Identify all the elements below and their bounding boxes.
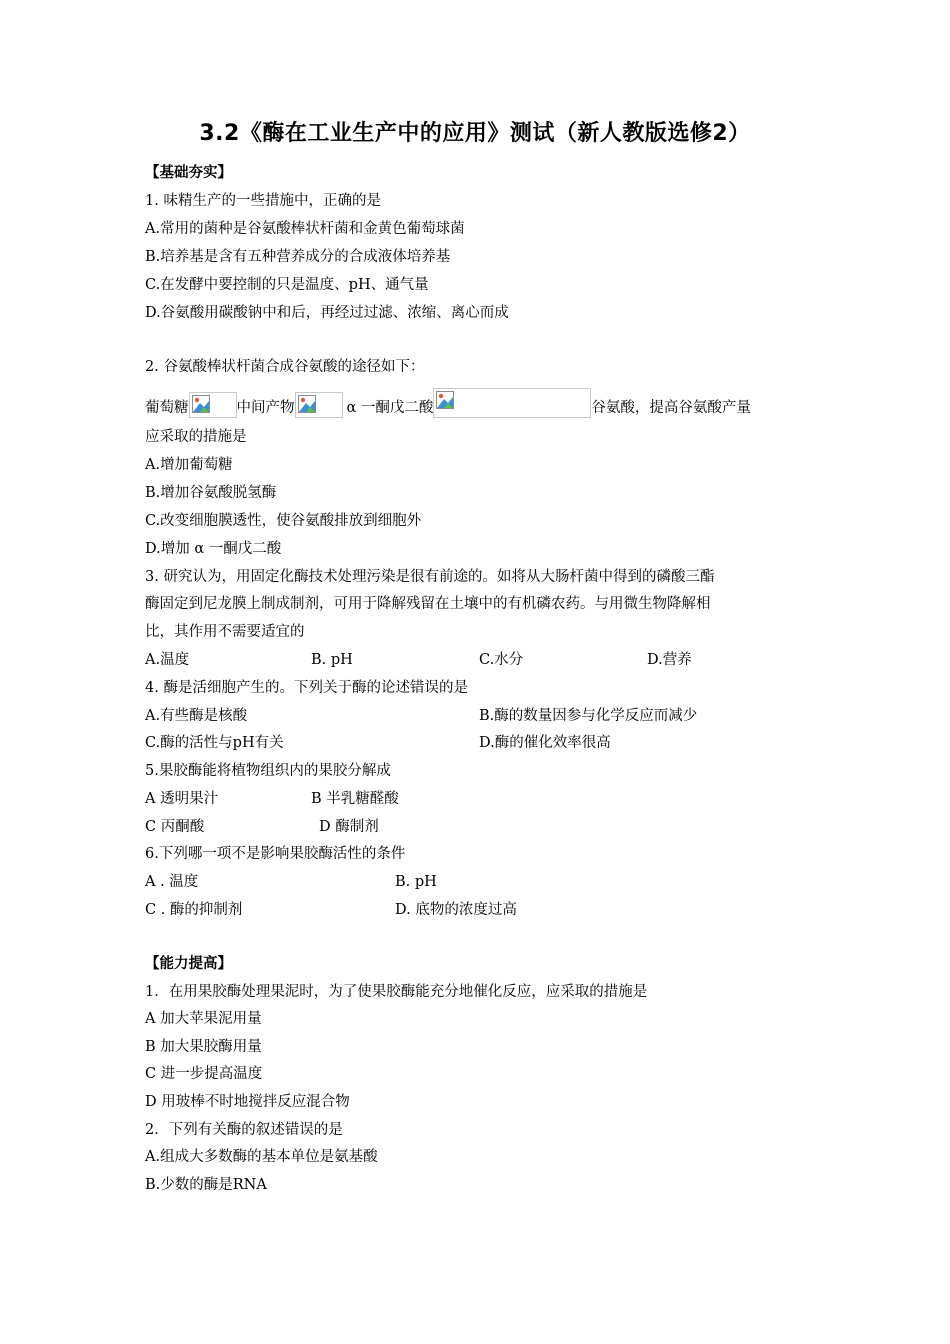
q6-option-b: B. pH [395, 874, 437, 890]
q1-option-b: B.培养基是含有五种营养成分的合成液体培养基 [145, 249, 451, 265]
q3-stem-line2: 酶固定到尼龙膜上制成制剂，可用于降解残留在土壤中的有机磷农药。与用微生物降解相 [145, 596, 711, 612]
q2-option-c: C.改变细胞膜透性，使谷氨酸排放到细胞外 [145, 513, 422, 529]
q1-option-c: C.在发酵中要控制的只是温度、pH、通气量 [145, 277, 429, 293]
page-title: 3.2《酶在工业生产中的应用》测试（新人教版选修2） [199, 121, 751, 146]
q4-option-d: D.酶的催化效率很高 [479, 735, 611, 751]
q5-option-a: A 透明果汁 [145, 791, 219, 807]
pathway-step-ketoglutarate: α 一酮戊二酸 [346, 400, 434, 416]
p2-stem: 2．下列有关酶的叙述错误的是 [145, 1122, 343, 1138]
q1-option-d: D.谷氨酸用碳酸钠中和后，再经过过滤、浓缩、离心而成 [145, 305, 509, 321]
q2-pathway [145, 386, 751, 420]
q6-option-a: A . 温度 [145, 874, 199, 890]
q3-option-a: A.温度 [145, 652, 190, 668]
p2-option-b: B.少数的酶是RNA [145, 1177, 267, 1193]
q4-option-b: B.酶的数量因参与化学反应而减少 [479, 708, 698, 724]
p1-option-a: A 加大苹果泥用量 [145, 1011, 262, 1027]
q6-option-d: D. 底物的浓度过高 [395, 902, 517, 918]
q2-stem-continued: 应采取的措施是 [145, 429, 247, 445]
q4-stem: 4. 酶是活细胞产生的。下列关于酶的论述错误的是 [145, 680, 468, 696]
q5-option-c: C 丙酮酸 [145, 819, 205, 835]
pathway-step-glutamate: 谷氨酸，提高谷氨酸产量 [591, 400, 751, 416]
q3-option-c: C.水分 [479, 652, 524, 668]
q2-option-d: D.增加 α 一酮戊二酸 [145, 541, 282, 557]
q4-option-c: C.酶的活性与pH有关 [145, 735, 284, 751]
q3-option-b: B. pH [311, 652, 353, 668]
q2-option-a: A.增加葡萄糖 [145, 457, 233, 473]
p1-option-d: D 用玻棒不时地搅拌反应混合物 [145, 1094, 350, 1110]
q6-stem: 6.下列哪一项不是影响果胶酶活性的条件 [145, 846, 406, 862]
q5-stem: 5.果胶酶能将植物组织内的果胶分解成 [145, 763, 391, 779]
pathway-step-glucose: 葡萄糖 [145, 400, 189, 416]
broken-image-icon [189, 392, 237, 418]
p1-option-c: C 进一步提高温度 [145, 1066, 263, 1082]
q2-option-b: B.增加谷氨酸脱氢酶 [145, 485, 277, 501]
q6-option-c: C . 酶的抑制剂 [145, 902, 243, 918]
section-heading-advanced: 【能力提高】 [145, 956, 232, 972]
broken-image-icon [295, 392, 343, 418]
q3-stem-line3: 比，其作用不需要适宜的 [145, 624, 305, 640]
p1-option-b: B 加大果胶酶用量 [145, 1039, 262, 1055]
q3-option-d: D.营养 [647, 652, 692, 668]
broken-image-icon [433, 388, 591, 418]
p1-stem: 1．在用果胶酶处理果泥时，为了使果胶酶能充分地催化反应，应采取的措施是 [145, 984, 648, 1000]
q1-option-a: A.常用的菌种是谷氨酸棒状杆菌和金黄色葡萄球菌 [145, 221, 465, 237]
q5-option-b: B 半乳糖醛酸 [311, 791, 399, 807]
q4-option-a: A.有些酶是核酸 [145, 708, 248, 724]
p2-option-a: A.组成大多数酶的基本单位是氨基酸 [145, 1149, 378, 1165]
q2-stem: 2. 谷氨酸棒状杆菌合成谷氨酸的途径如下： [145, 359, 425, 375]
q1-stem: 1. 味精生产的一些措施中，正确的是 [145, 193, 381, 209]
q5-option-d: D 酶制剂 [319, 819, 379, 835]
q3-stem-line1: 3. 研究认为，用固定化酶技术处理污染是很有前途的。如将从大肠杆菌中得到的磷酸三酯 [145, 569, 715, 585]
pathway-step-intermediate: 中间产物 [236, 400, 295, 416]
section-heading-basic: 【基础夯实】 [145, 165, 232, 181]
